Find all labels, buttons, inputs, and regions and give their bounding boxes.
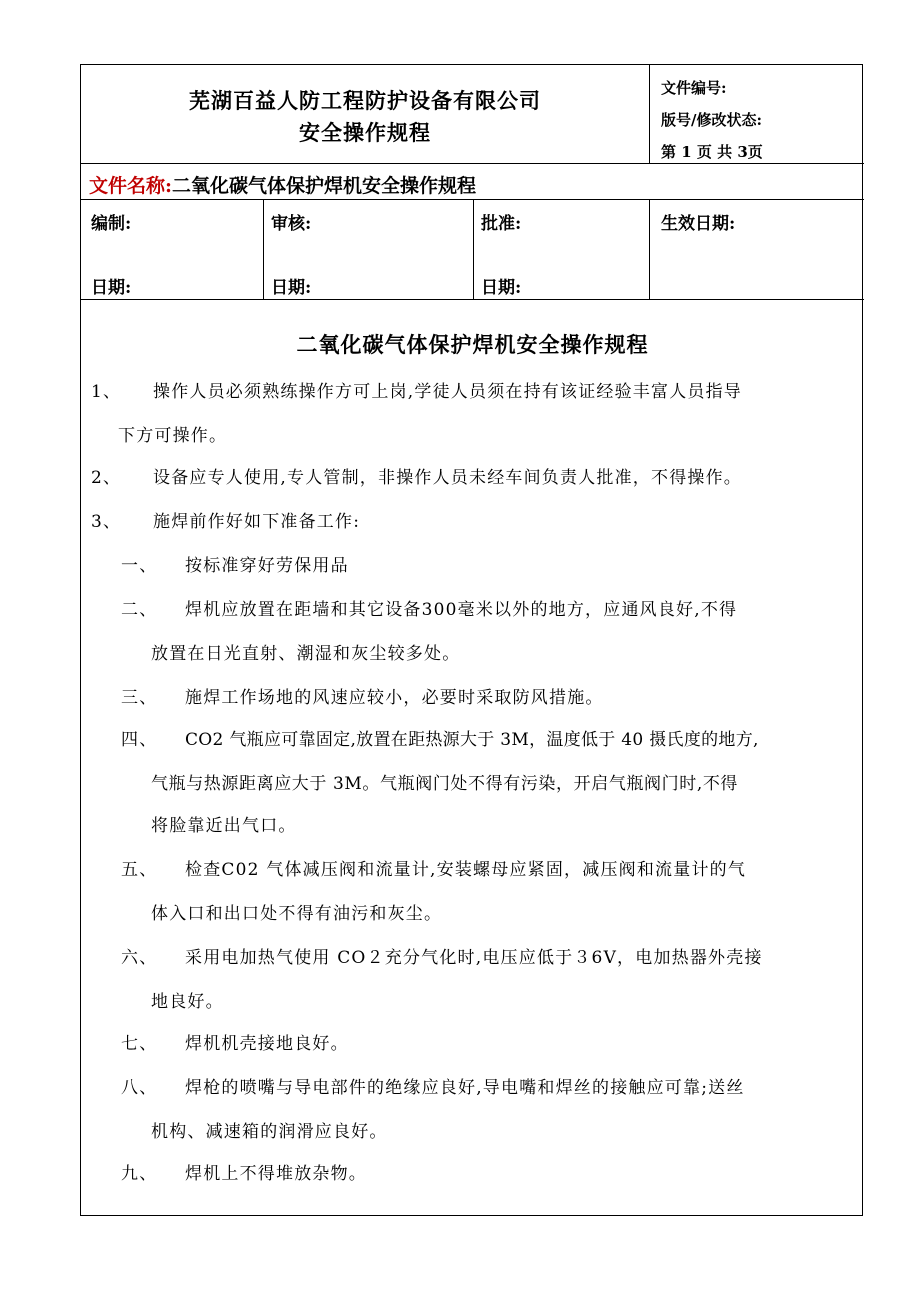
sig-divider-1 [263, 199, 264, 299]
line-num-2: 2、 [91, 468, 122, 488]
version-label: 版号/修改状态: [661, 111, 763, 129]
file-name-value: 二氧化碳气体保护焊机安全操作规程 [172, 175, 477, 197]
line-text-10: 将脸靠近出气口。 [151, 816, 297, 836]
reviewed-label: 审核: [271, 214, 312, 234]
document-type: 安全操作规程 [299, 120, 431, 145]
document-frame [80, 64, 863, 1216]
line-num-15: 七、 [121, 1034, 158, 1054]
line-num-0: 1、 [91, 382, 122, 402]
line-num-8: 四、 [121, 730, 158, 750]
line-text-14: 地良好。 [151, 992, 224, 1012]
line-text-7: 施焊工作场地的风速应较小，必要时采取防风措施。 [185, 688, 604, 708]
line-text-6: 放置在日光直射、潮湿和灰尘较多处。 [151, 644, 461, 664]
line-num-7: 三、 [121, 688, 158, 708]
line-num-5: 二、 [121, 600, 158, 620]
compiled-label: 编制: [91, 214, 132, 234]
line-text-1: 下方可操作。 [118, 426, 228, 446]
line-text-0: 操作人员必须熟练操作方可上岗,学徒人员须在持有该证经验丰富人员指导 [153, 382, 743, 402]
compiled-date-label: 日期: [91, 278, 132, 298]
line-text-13: 采用电加热气使用 CO２充分气化时,电压应低于３6V，电加热器外壳接 [185, 948, 763, 968]
reviewed-date-label: 日期: [271, 278, 312, 298]
line-text-11: 检查C02 气体减压阀和流量计,安装螺母应紧固，减压阀和流量计的气 [185, 860, 747, 880]
file-number-label: 文件编号: [661, 79, 727, 97]
company-name: 芜湖百益人防工程防护设备有限公司 [189, 88, 541, 113]
line-num-16: 八、 [121, 1078, 158, 1098]
line-text-17: 机构、减速箱的润滑应良好。 [151, 1122, 388, 1142]
effective-date-label: 生效日期: [661, 214, 736, 234]
file-name-row [89, 171, 476, 198]
header-divider [649, 65, 650, 163]
line-text-5: 焊机应放置在距墙和其它设备300毫米以外的地方，应通风良好,不得 [185, 600, 738, 620]
line-text-18: 焊机上不得堆放杂物。 [185, 1164, 367, 1184]
line-num-3: 3、 [91, 512, 122, 532]
row-divider-1 [81, 163, 864, 164]
line-text-8: CO2 气瓶应可靠固定,放置在距热源大于 3M，温度低于 40 摄氏度的地方, [185, 730, 759, 750]
line-text-3: 施焊前作好如下准备工作: [153, 512, 361, 532]
file-name-label: 文件名称: [89, 175, 173, 197]
line-text-12: 体入口和出口处不得有油污和灰尘。 [151, 904, 443, 924]
sig-divider-2 [473, 199, 474, 299]
row-divider-3 [81, 299, 864, 300]
line-text-9: 气瓶与热源距离应大于 3M。气瓶阀门处不得有污染，开启气瓶阀门时,不得 [151, 774, 739, 794]
line-text-2: 设备应专人使用,专人管制，非操作人员未经车间负责人批准，不得操作。 [153, 468, 743, 488]
page-label: 第 1 页 共 3页 [661, 143, 763, 161]
line-text-4: 按标准穿好劳保用品 [185, 556, 349, 576]
line-num-4: 一、 [121, 556, 158, 576]
approved-date-label: 日期: [481, 278, 522, 298]
line-text-15: 焊机机壳接地良好。 [185, 1034, 349, 1054]
body-title: 二氧化碳气体保护焊机安全操作规程 [296, 332, 649, 357]
sig-divider-3 [649, 199, 650, 299]
approved-label: 批准: [481, 214, 522, 234]
line-num-13: 六、 [121, 948, 158, 968]
line-num-18: 九、 [121, 1164, 158, 1184]
line-num-11: 五、 [121, 860, 158, 880]
line-text-16: 焊枪的喷嘴与导电部件的绝缘应良好,导电嘴和焊丝的接触应可靠;送丝 [185, 1078, 745, 1098]
